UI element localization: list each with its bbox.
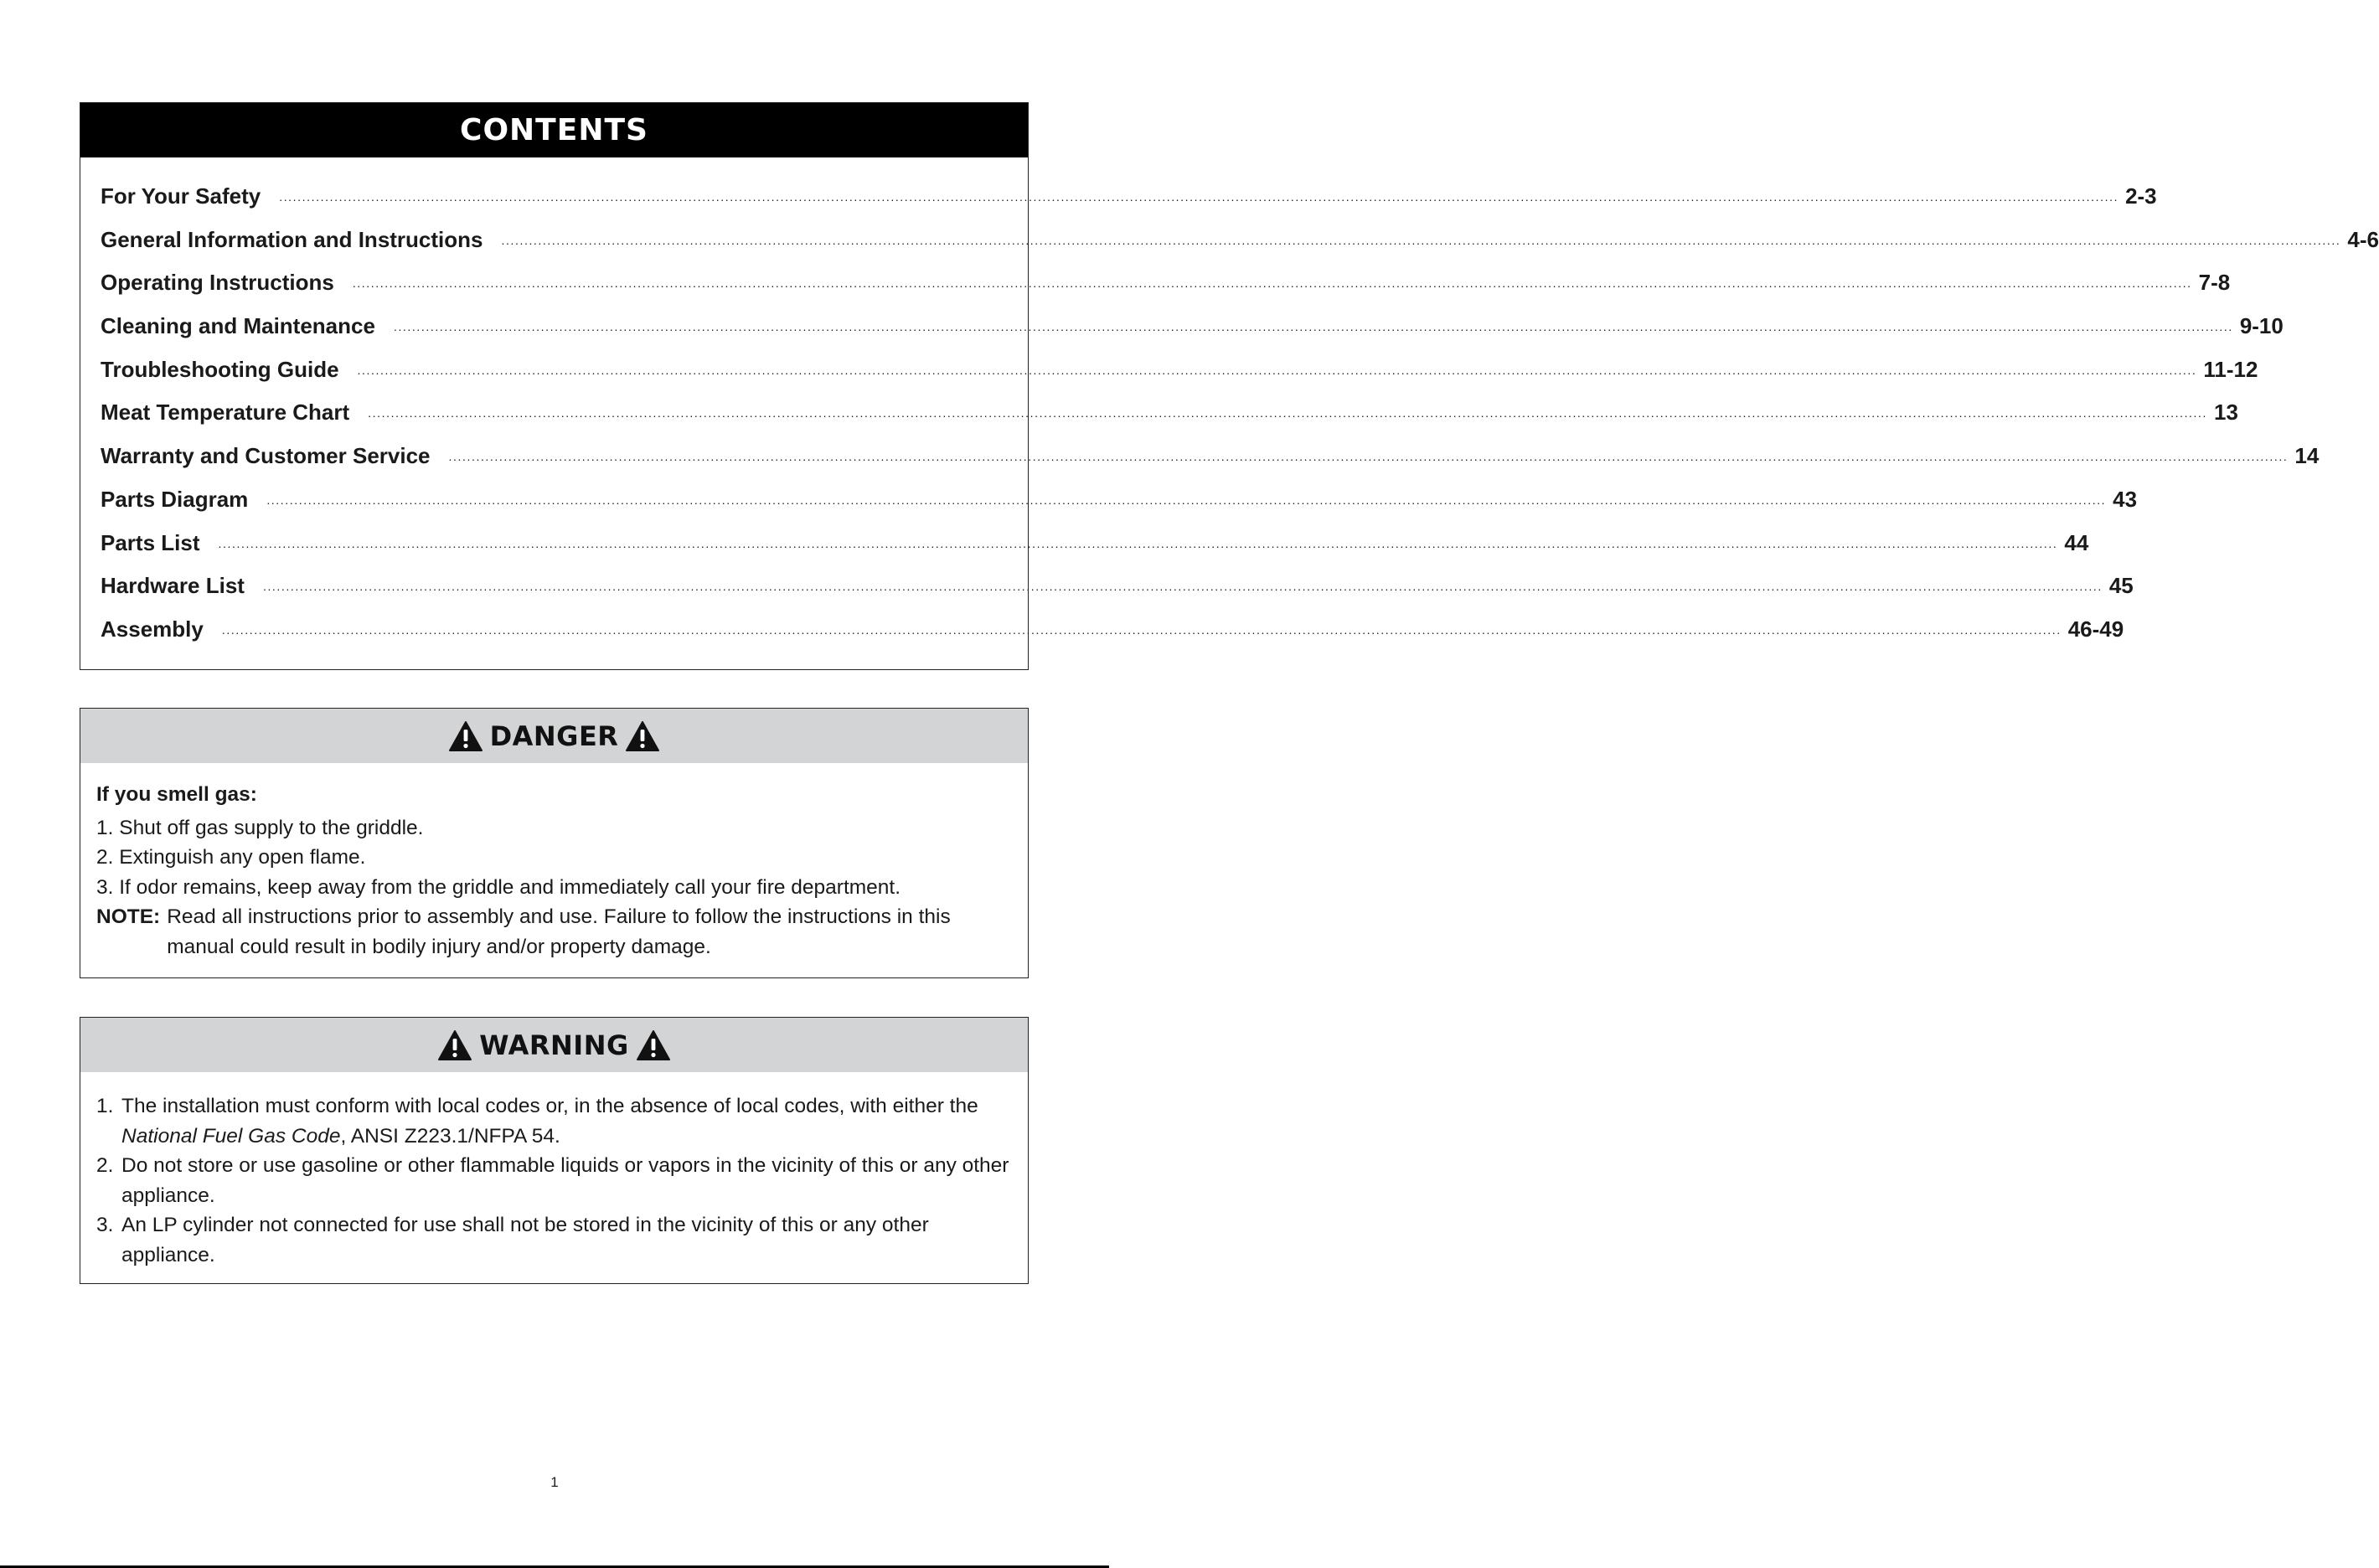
- danger-item: 3. If odor remains, keep away from the griddle and immediately call your fire department.: [96, 875, 901, 899]
- danger-section: [80, 708, 1029, 978]
- toc-entry-page: 43: [2113, 486, 2138, 512]
- toc-entry-page: 14: [2294, 443, 2320, 469]
- warning-triangle-icon: [625, 720, 660, 752]
- toc-leader-dots: ................................................................................................................................................................................................................................................................................................................................................................................................................: [393, 320, 2233, 334]
- toc-entry-title: Parts Diagram: [101, 486, 249, 512]
- toc-entry-title: Warranty and Customer Service: [101, 443, 431, 469]
- warning-item-text: [121, 1091, 1016, 1151]
- toc-entry[interactable]: [101, 356, 2258, 400]
- note-text: Read all instructions prior to assembly and use. Failure to follow the instructions in this manual could result in bodily injury and/or property damage.: [167, 905, 951, 958]
- danger-body: [80, 763, 1028, 962]
- contents-section: [80, 102, 2379, 670]
- toc-entry-title: For Your Safety: [101, 183, 261, 209]
- toc-leader-dots: ................................................................................................................................................................................................................................................................................................................................................................................................................: [262, 580, 2103, 594]
- toc-entry-title: Troubleshooting Guide: [101, 356, 339, 382]
- page-number: 1: [550, 1474, 559, 1490]
- toc-leader-dots: ................................................................................................................................................................................................................................................................................................................................................................................................................: [368, 406, 2208, 420]
- warning-triangle-icon: [448, 720, 483, 752]
- toc-entry-title: Assembly: [101, 616, 204, 642]
- toc-leader-dots: ................................................................................................................................................................................................................................................................................................................................................................................................................: [221, 622, 2062, 637]
- toc-entry[interactable]: [101, 313, 2284, 357]
- danger-header: [80, 709, 1028, 763]
- warning-triangle-icon: [636, 1029, 671, 1061]
- toc-list: [101, 183, 2379, 660]
- warning-text-part: , ANSI Z223.1/NFPA 54.: [340, 1124, 560, 1148]
- danger-note: [96, 902, 1028, 962]
- toc-entry-page: 9-10: [2239, 313, 2284, 339]
- toc-entry-title: General Information and Instructions: [101, 226, 483, 252]
- danger-item: 1. Shut off gas supply to the griddle.: [96, 816, 424, 839]
- toc-entry-title: Operating Instructions: [101, 270, 334, 296]
- toc-entry-page: 11-12: [2203, 356, 2258, 382]
- warning-item: [96, 1151, 1028, 1210]
- danger-title: DANGER: [489, 720, 619, 752]
- toc-entry[interactable]: [101, 183, 2157, 227]
- toc-entry[interactable]: [101, 573, 2134, 616]
- toc-entry-page: 7-8: [2198, 270, 2231, 296]
- danger-lead: If you smell gas:: [96, 783, 257, 806]
- toc-leader-dots: ................................................................................................................................................................................................................................................................................................................................................................................................................: [448, 450, 2289, 464]
- warning-triangle-icon: [437, 1029, 472, 1061]
- danger-item: 2. Extinguish any open flame.: [96, 846, 366, 869]
- toc-leader-dots: ................................................................................................................................................................................................................................................................................................................................................................................................................: [352, 276, 2192, 291]
- toc-entry[interactable]: [101, 529, 2089, 574]
- contents-header: [80, 103, 1028, 157]
- toc-entry-title: Parts List: [101, 529, 200, 555]
- toc-leader-dots: ................................................................................................................................................................................................................................................................................................................................................................................................................: [279, 190, 2119, 204]
- toc-entry[interactable]: [101, 400, 2238, 443]
- warning-header: [80, 1018, 1028, 1072]
- toc-entry[interactable]: [101, 226, 2379, 271]
- toc-leader-dots: ................................................................................................................................................................................................................................................................................................................................................................................................................: [218, 536, 2058, 550]
- warning-item: [96, 1210, 1028, 1270]
- toc-entry[interactable]: [101, 443, 2320, 487]
- warning-title: WARNING: [479, 1029, 629, 1061]
- warning-item-number: 1.: [96, 1095, 114, 1117]
- contents-title: CONTENTS: [460, 113, 648, 147]
- toc-leader-dots: ................................................................................................................................................................................................................................................................................................................................................................................................................: [501, 233, 2341, 247]
- toc-entry-title: Hardware List: [101, 573, 245, 599]
- toc-entry-page: 44: [2064, 529, 2089, 555]
- toc-entry-title: Cleaning and Maintenance: [101, 313, 375, 339]
- toc-entry-page: 13: [2214, 400, 2238, 426]
- warning-body: [80, 1072, 1028, 1270]
- warning-text-part: The installation must conform with local codes or, in the absence of local codes, with either the: [121, 1095, 978, 1117]
- toc-entry-page: 46-49: [2067, 616, 2124, 642]
- note-label: NOTE:: [96, 905, 161, 928]
- warning-item-text: An LP cylinder not connected for use shall not be stored in the vicinity of this or any other appliance.: [121, 1214, 929, 1266]
- toc-entry-title: Meat Temperature Chart: [101, 400, 350, 426]
- warning-item-number: 2.: [96, 1154, 114, 1177]
- warning-code-name: National Fuel Gas Code: [121, 1124, 341, 1148]
- toc-entry[interactable]: [101, 486, 2138, 530]
- toc-entry-page: 45: [2108, 573, 2134, 599]
- toc-entry[interactable]: [101, 270, 2231, 313]
- toc-leader-dots: ................................................................................................................................................................................................................................................................................................................................................................................................................: [266, 493, 2107, 507]
- toc-entry-page: 2-3: [2125, 183, 2157, 209]
- warning-item-text: Do not store or use gasoline or other flammable liquids or vapors in the vicinity of this or any other appliance.: [121, 1154, 1009, 1207]
- warning-section: [80, 1017, 1029, 1284]
- toc-entry[interactable]: [101, 616, 2124, 660]
- warning-item: [96, 1091, 1028, 1151]
- toc-leader-dots: ................................................................................................................................................................................................................................................................................................................................................................................................................: [357, 363, 2197, 377]
- toc-entry-page: 4-6: [2347, 226, 2379, 252]
- warning-item-number: 3.: [96, 1214, 114, 1236]
